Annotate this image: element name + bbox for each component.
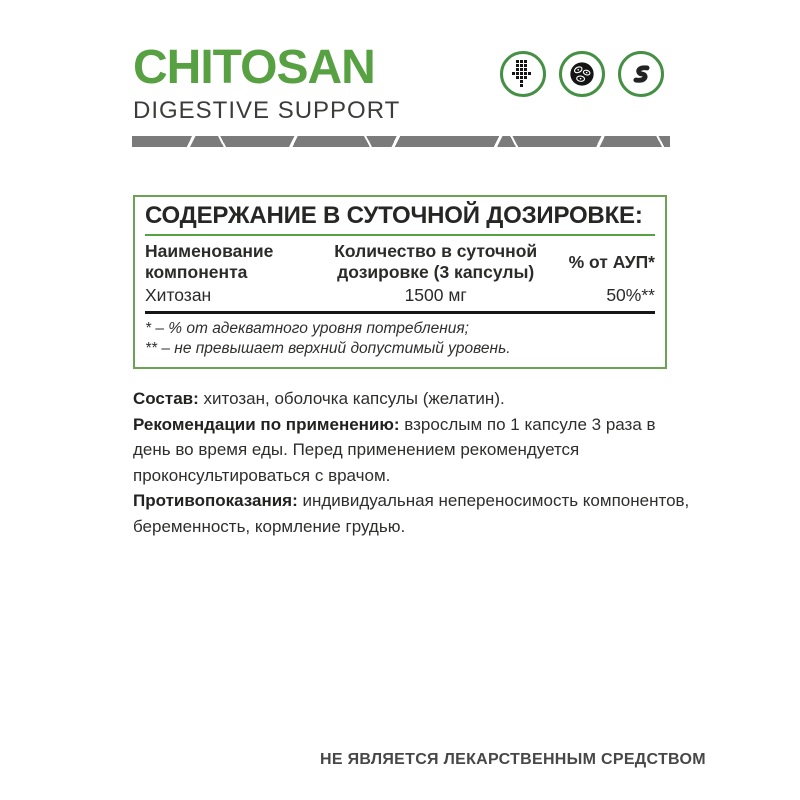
pixel-arrow-down-icon <box>500 51 546 97</box>
intestine-icon <box>618 51 664 97</box>
disclaimer-text: НЕ ЯВЛЯЕТСЯ ЛЕКАРСТВЕННЫМ СРЕДСТВОМ <box>320 751 706 768</box>
black-rule <box>145 311 655 314</box>
fat-cells-icon <box>559 51 605 97</box>
contraindications-label: Противопоказания: <box>133 491 298 510</box>
footnote-2: ** – не превышает верхний допустимый уровень. <box>145 340 511 357</box>
benefit-icons <box>500 51 664 97</box>
cell-component: Хитозан <box>145 284 212 305</box>
contraindications-text: индивидуальная непереносимость компонентов, беременность, кормление грудью. <box>133 491 690 536</box>
contraindications-paragraph <box>133 488 693 539</box>
column-header-percent: % от АУП* <box>568 251 655 272</box>
composition-paragraph <box>133 386 693 412</box>
recommendations-text: взрослым по 1 капсуле 3 раза в день во время еды. Перед применением рекомендуется проконсультироваться с врачом. <box>133 414 656 485</box>
recommendations-label: Рекомендации по применению: <box>133 414 400 434</box>
green-rule <box>145 234 655 236</box>
column-header-amount: Количество в суточной дозировке (3 капсулы) <box>334 241 538 283</box>
dosage-table <box>133 195 667 369</box>
divider-band <box>132 136 670 147</box>
table-header-row <box>145 241 655 282</box>
composition-text: хитозан, оболочка капсулы (желатин). <box>198 389 505 408</box>
composition-label: Состав: <box>133 389 199 408</box>
footnote-1: * – % от адекватного уровня потребления; <box>145 319 469 337</box>
cell-amount: 1500 мг <box>404 284 467 305</box>
product-subtitle: DIGESTIVE SUPPORT <box>133 97 401 124</box>
dosage-table-title: СОДЕРЖАНИЕ В СУТОЧНОЙ ДОЗИРОВКЕ: <box>145 202 643 229</box>
table-row <box>145 285 655 307</box>
product-title: CHITOSAN <box>133 41 375 94</box>
column-header-component: Наименование компонента <box>145 241 274 283</box>
recommendations-paragraph <box>133 412 693 489</box>
info-text-block <box>133 386 693 539</box>
cell-percent: 50%** <box>606 284 655 305</box>
brand-block <box>133 41 401 124</box>
